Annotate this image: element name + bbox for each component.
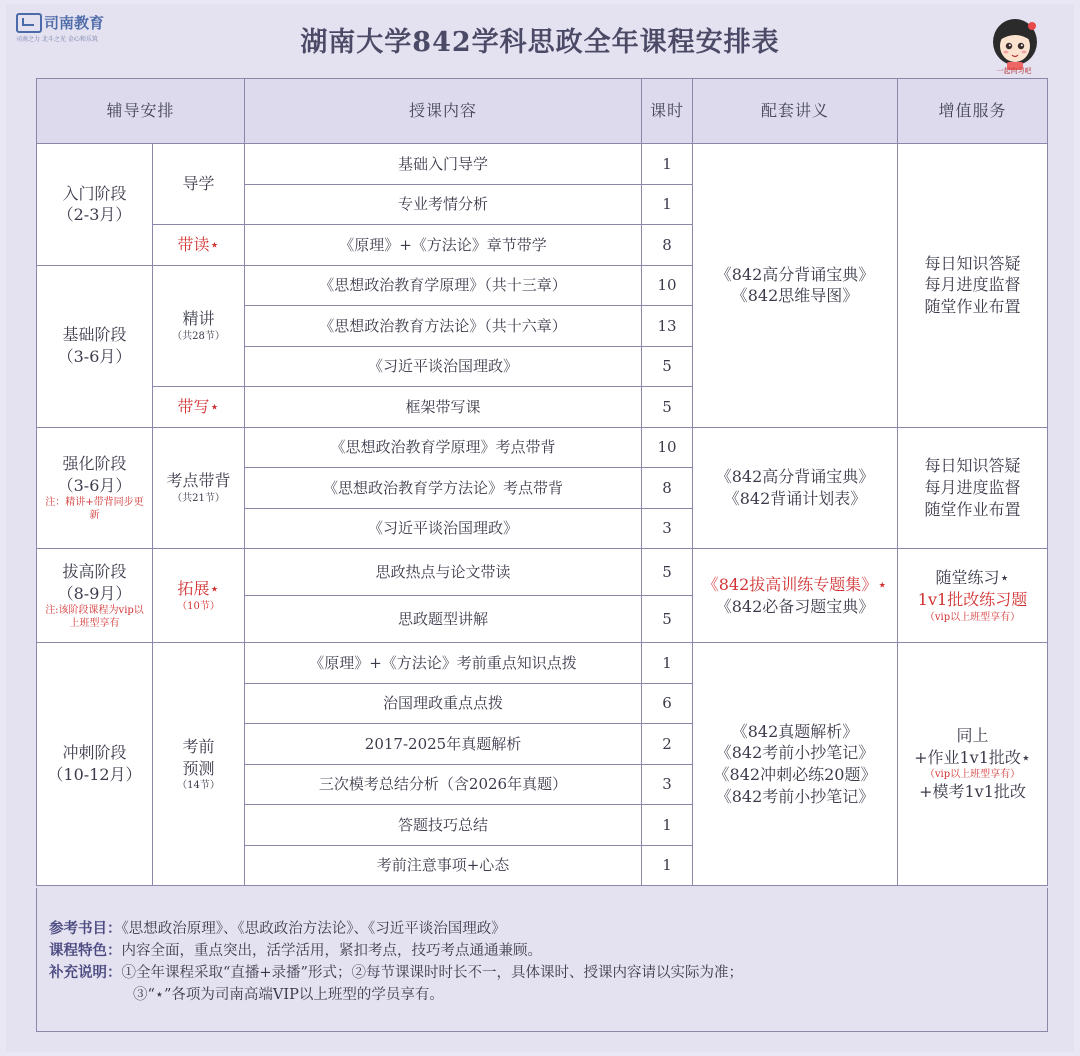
lesson-hours: 1 [642,643,693,684]
material-item: 《842考前小抄笔记》 [715,743,875,763]
stage-bagao [37,549,153,643]
sub-count: （14节） [177,780,220,792]
lesson-hours: 8 [642,225,693,266]
materials-block-4 [693,643,898,886]
materials-block-2 [693,427,898,549]
page-title: 湖南大学842学科思政全年课程安排表 [300,27,780,58]
service-item: 每日知识答疑 [924,456,1021,476]
lesson-hours: 3 [642,764,693,805]
stage-period: （10-12月） [47,765,142,784]
notes-extra-text-1: ①全年课程采取“直播+录播”形式；②每节课课时时长不一，具体课时、授课内容请以实际为准； [121,965,743,981]
notes-extra-text-2: ③“⋆”各项为司南高端VIP以上班型的学员享有。 [133,987,444,1003]
notes-features-label: 课程特色： [49,942,122,959]
logo-text: 司南教育 [44,14,105,32]
service-item: +模考1v1批改 [919,782,1026,802]
sub-count: （10节） [177,600,220,612]
lesson-hours: 13 [642,306,693,347]
table-header-row [37,79,1048,144]
stage-note: 注:该阶段课程为vip以上班型享有 [45,605,144,630]
material-item: 《842真题解析》 [731,721,859,741]
stage-note: 注：精讲+带背同步更新 [45,497,144,522]
material-item: 《842考前小抄笔记》 [715,786,875,806]
header-arrangement: 辅导安排 [37,79,245,144]
lesson-hours: 3 [642,508,693,549]
stage-name: 入门阶段 [62,183,127,203]
lesson-content: 《思想政治教育方法论》（共十六章） [245,306,642,347]
lesson-hours: 5 [642,387,693,428]
table-row [37,427,1048,468]
material-item: 《842高分背诵宝典》 [715,264,875,284]
lesson-content: 专业考情分析 [245,184,642,225]
sub-kaoqian [153,643,245,886]
header-materials: 配套讲义 [693,79,898,144]
lesson-content: 答题技巧总结 [245,805,642,846]
service-item: 每月进度监督 [924,477,1021,497]
lesson-content: 《习近平谈治国理政》 [245,508,642,549]
service-item: 随堂作业布置 [924,499,1021,519]
service-item: 同上 [956,726,989,746]
stage-period: （2-3月） [57,205,132,225]
lesson-content: 2017-2025年真题解析 [245,724,642,765]
material-item: 《842拔高训练专题集》⋆ [702,574,888,594]
material-item: 《842必备习题宝典》 [715,596,875,616]
service-item: 每日知识答疑 [924,253,1021,273]
stage-rumen [37,144,153,266]
lesson-content: 《原理》+《方法论》章节带学 [245,225,642,266]
logo-slogan: 司南之力 北斗之光 金心和乐筑 [16,36,98,43]
stage-period: （3-6月） [57,475,132,495]
header-services: 增值服务 [898,79,1048,144]
services-block-2 [898,427,1048,549]
lesson-hours: 2 [642,724,693,765]
stage-period: （3-6月） [57,347,132,366]
material-item: 《842冲刺必练20题》 [713,765,877,784]
sub-tuozhan [153,549,245,643]
lesson-content: 思政热点与论文带读 [245,549,642,596]
lesson-hours: 1 [642,144,693,185]
lesson-hours: 1 [642,184,693,225]
service-item: （vip以上班型享有） [924,611,1021,623]
lesson-content: 框架带写课 [245,387,642,428]
notes-books-text: 《思想政治原理》、《思政政治方法论》、《习近平谈治国理政》 [121,921,506,937]
sub-label: 精讲 [182,309,215,329]
lesson-hours: 10 [642,427,693,468]
notes-books [49,918,1047,940]
sub-label: 预测 [182,758,215,778]
lesson-hours: 5 [642,346,693,387]
stage-name: 强化阶段 [62,454,127,474]
lesson-content: 思政题型讲解 [245,596,642,643]
header-content: 授课内容 [245,79,642,144]
sub-label: 考点带背 [166,471,231,491]
service-item: （vip以上班型享有） [924,769,1021,781]
lesson-content: 《原理》+《方法论》考前重点知识点拨 [245,643,642,684]
sub-daidu: 带读⋆ [153,225,245,266]
lesson-content: 《思想政治教育学方法论》考点带背 [245,468,642,509]
notes-extra-label: 补充说明： [49,964,122,981]
notes-books-label: 参考书目： [49,920,122,937]
notes-extra [49,962,1047,984]
services-block-3 [898,549,1048,643]
material-item: 《842思维导图》 [731,286,859,306]
table-row [37,643,1048,684]
schedule-table [36,78,1048,886]
lesson-content: 考前注意事项+心态 [245,845,642,886]
lesson-content: 《习近平谈治国理政》 [245,346,642,387]
service-item: 随堂练习⋆ [935,568,1010,588]
stage-qianghua [37,427,153,549]
sub-count: （共28节） [172,331,225,343]
stage-name: 拔高阶段 [62,561,127,581]
services-block-4 [898,643,1048,886]
lesson-hours: 5 [642,549,693,596]
service-item: 随堂作业布置 [924,297,1021,317]
sub-daoxue: 导学 [153,144,245,225]
services-block-1 [898,144,1048,428]
mascot-caption: 一起向习吧 [996,67,1032,75]
notes-section [36,888,1048,1032]
lesson-hours: 5 [642,596,693,643]
stage-chongci [37,643,153,886]
notes-features [49,940,1047,962]
stage-name: 冲刺阶段 [62,743,127,763]
lesson-hours: 1 [642,805,693,846]
sub-jingjiang [153,265,245,387]
sub-label: 考前 [182,736,215,756]
lesson-hours: 1 [642,845,693,886]
lesson-content: 治国理政重点点拨 [245,683,642,724]
materials-block-3 [693,549,898,643]
sub-daixie: 带写⋆ [153,387,245,428]
materials-block-1 [693,144,898,428]
lesson-content: 《思想政治教育学原理》（共十三章） [245,265,642,306]
sub-kaodian [153,427,245,549]
service-item: 每月进度监督 [924,275,1021,295]
sub-label: 拓展⋆ [177,579,220,599]
lesson-content: 三次模考总结分析（含2026年真题） [245,764,642,805]
service-item: 1v1批改练习题 [917,590,1028,609]
notes-features-text: 内容全面，重点突出，活学活用，紧扣考点，技巧考点通通兼顾。 [121,943,542,959]
material-item: 《842高分背诵宝典》 [715,467,875,487]
table-row [37,549,1048,596]
service-item: +作业1v1批改⋆ [914,747,1031,767]
table-row [37,144,1048,185]
lesson-hours: 8 [642,468,693,509]
schedule-page [6,4,1074,1052]
header-hours: 课时 [642,79,693,144]
stage-jichu [37,265,153,427]
lesson-content: 《思想政治教育学原理》考点带背 [245,427,642,468]
lesson-hours: 6 [642,683,693,724]
lesson-hours: 10 [642,265,693,306]
stage-name: 基础阶段 [62,325,127,345]
stage-period: （8-9月） [57,583,132,603]
lesson-content: 基础入门导学 [245,144,642,185]
sub-count: （共21节） [172,493,225,505]
material-item: 《842背诵计划表》 [723,488,867,508]
